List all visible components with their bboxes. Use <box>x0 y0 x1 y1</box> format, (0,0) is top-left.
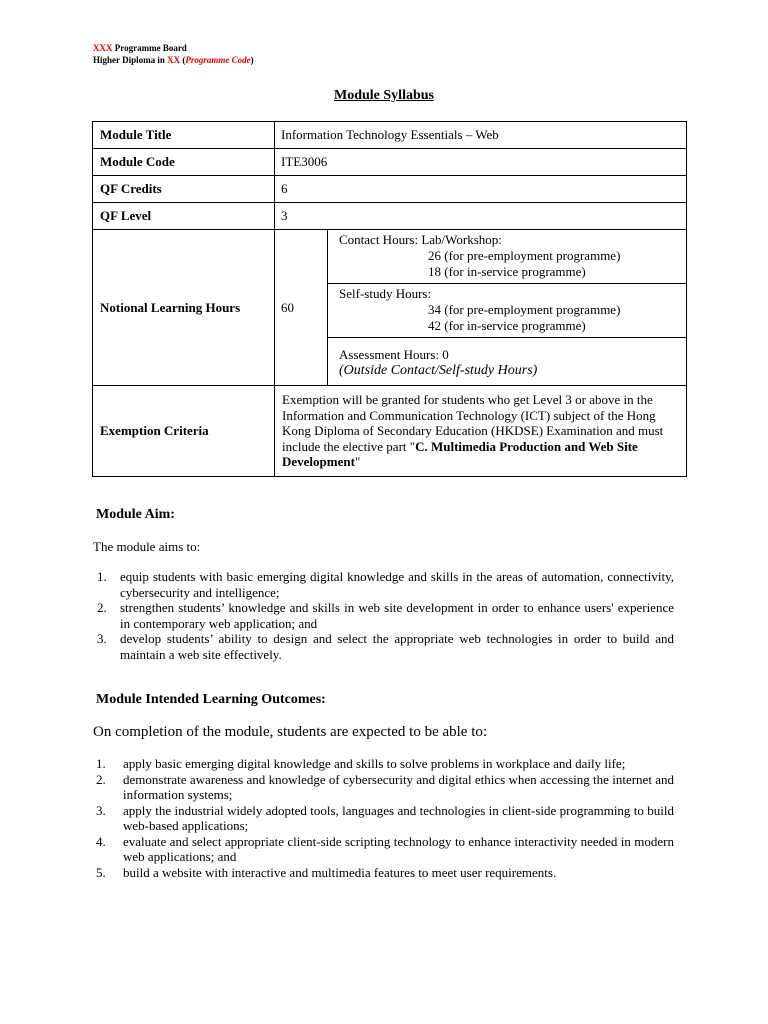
page-title: Module Syllabus <box>334 88 434 103</box>
list-item-number: 5. <box>96 864 106 880</box>
list-item <box>93 631 674 662</box>
self-study-pre: 34 (for pre-employment programme) <box>428 302 621 317</box>
module-code-value: ITE3006 <box>275 149 687 176</box>
notional-hours-total: 60 <box>275 230 328 386</box>
page-header <box>93 42 254 66</box>
list-item <box>93 569 674 600</box>
self-study-title: Self-study Hours: <box>339 286 432 301</box>
table-row <box>93 122 687 149</box>
contact-hours-cell <box>328 230 686 284</box>
list-item-text: apply the industrial widely adopted tools, languages and technologies in client-side programming to build web-based applications; <box>123 802 674 833</box>
list-item-text: develop students’ ability to design and select the appropriate web technologies in order to build and maintain a web site effectively. <box>120 631 674 662</box>
list-item <box>93 600 674 631</box>
qf-level-value: 3 <box>275 203 687 230</box>
table-row <box>93 386 687 477</box>
exemption-value <box>275 386 687 477</box>
list-item-text: demonstrate awareness and knowledge of cybersecurity and digital ethics when accessing the internet and information systems; <box>123 771 674 802</box>
list-item <box>93 772 674 803</box>
header-board-label: Programme Board <box>112 43 187 53</box>
list-item-number: 2. <box>97 600 107 615</box>
list-item-text: apply basic emerging digital knowledge and skills to solve problems in workplace and daily life; <box>123 756 626 771</box>
list-item-text: build a website with interactive and multimedia features to meet user requirements. <box>123 864 557 880</box>
notional-hours-label: Notional Learning Hours <box>93 230 275 386</box>
list-item <box>93 834 674 865</box>
outcomes-heading: Module Intended Learning Outcomes: <box>96 692 326 707</box>
header-paren-close: ) <box>250 55 254 65</box>
exemption-elective: C. Multimedia Production and Web Site Development <box>282 438 638 469</box>
table-row <box>93 203 687 230</box>
module-title-value: Information Technology Essentials – Web <box>275 122 687 149</box>
header-diploma-placeholder: XX <box>167 55 181 65</box>
list-item <box>93 756 674 772</box>
contact-hours-title: Contact Hours: Lab/Workshop: <box>339 232 502 247</box>
table-row <box>93 230 687 386</box>
list-item-number: 1. <box>96 756 106 771</box>
syllabus-table <box>92 121 687 477</box>
assessment-title: Assessment Hours: 0 <box>339 347 449 362</box>
exemption-text: Exemption will be granted for students who get Level 3 or above in the Information and Communication Technology (ICT) subject of the Hong Kong Diploma of Secondary Education (HKDSE) Examination and must include the elective part " <box>282 392 664 454</box>
exemption-quote-end: " <box>354 454 361 469</box>
self-study-cell <box>328 284 686 338</box>
header-diploma-label: Higher Diploma in <box>93 55 168 65</box>
outcomes-intro: On completion of the module, students are expected to be able to: <box>93 724 488 740</box>
notional-hours-breakdown <box>328 230 687 386</box>
list-item-number: 3. <box>96 802 106 818</box>
list-item-number: 4. <box>96 833 106 849</box>
module-aim-heading: Module Aim: <box>96 507 175 522</box>
header-programme-code: Programme Code <box>185 55 251 65</box>
list-item-number: 1. <box>97 569 107 584</box>
list-item-text: strengthen students’ knowledge and skills in web site development in order to enhance users' experience in contemporary web application; and <box>120 600 674 631</box>
header-paren-open: ( <box>180 55 186 65</box>
list-item <box>93 803 674 834</box>
outcomes-list <box>93 756 674 880</box>
list-item-number: 3. <box>97 631 107 646</box>
header-line-2 <box>93 54 254 66</box>
assessment-note: (Outside Contact/Self-study Hours) <box>339 363 538 378</box>
contact-hours-in: 18 (for in-service programme) <box>428 264 586 279</box>
header-line-1 <box>93 42 254 54</box>
hours-breakdown-table <box>328 230 686 385</box>
list-item-number: 2. <box>96 771 106 787</box>
module-title-label: Module Title <box>93 122 275 149</box>
assessment-cell <box>328 338 686 386</box>
module-code-label: Module Code <box>93 149 275 176</box>
qf-credits-value: 6 <box>275 176 687 203</box>
qf-credits-label: QF Credits <box>93 176 275 203</box>
module-aim-intro: The module aims to: <box>93 539 201 554</box>
self-study-in: 42 (for in-service programme) <box>428 318 586 333</box>
header-board-placeholder: XXX <box>93 43 113 53</box>
module-aim-list <box>93 569 674 662</box>
list-item-text: equip students with basic emerging digital knowledge and skills in the areas of automation, connectivity, cybersecurity and intelligence; <box>120 569 674 600</box>
exemption-label: Exemption Criteria <box>93 386 275 477</box>
list-item <box>93 865 674 881</box>
table-row <box>93 149 687 176</box>
table-row <box>93 176 687 203</box>
list-item-text: evaluate and select appropriate client-side scripting technology to enhance interactivity needed in modern web applications; and <box>123 833 674 864</box>
qf-level-label: QF Level <box>93 203 275 230</box>
contact-hours-pre: 26 (for pre-employment programme) <box>428 248 621 263</box>
